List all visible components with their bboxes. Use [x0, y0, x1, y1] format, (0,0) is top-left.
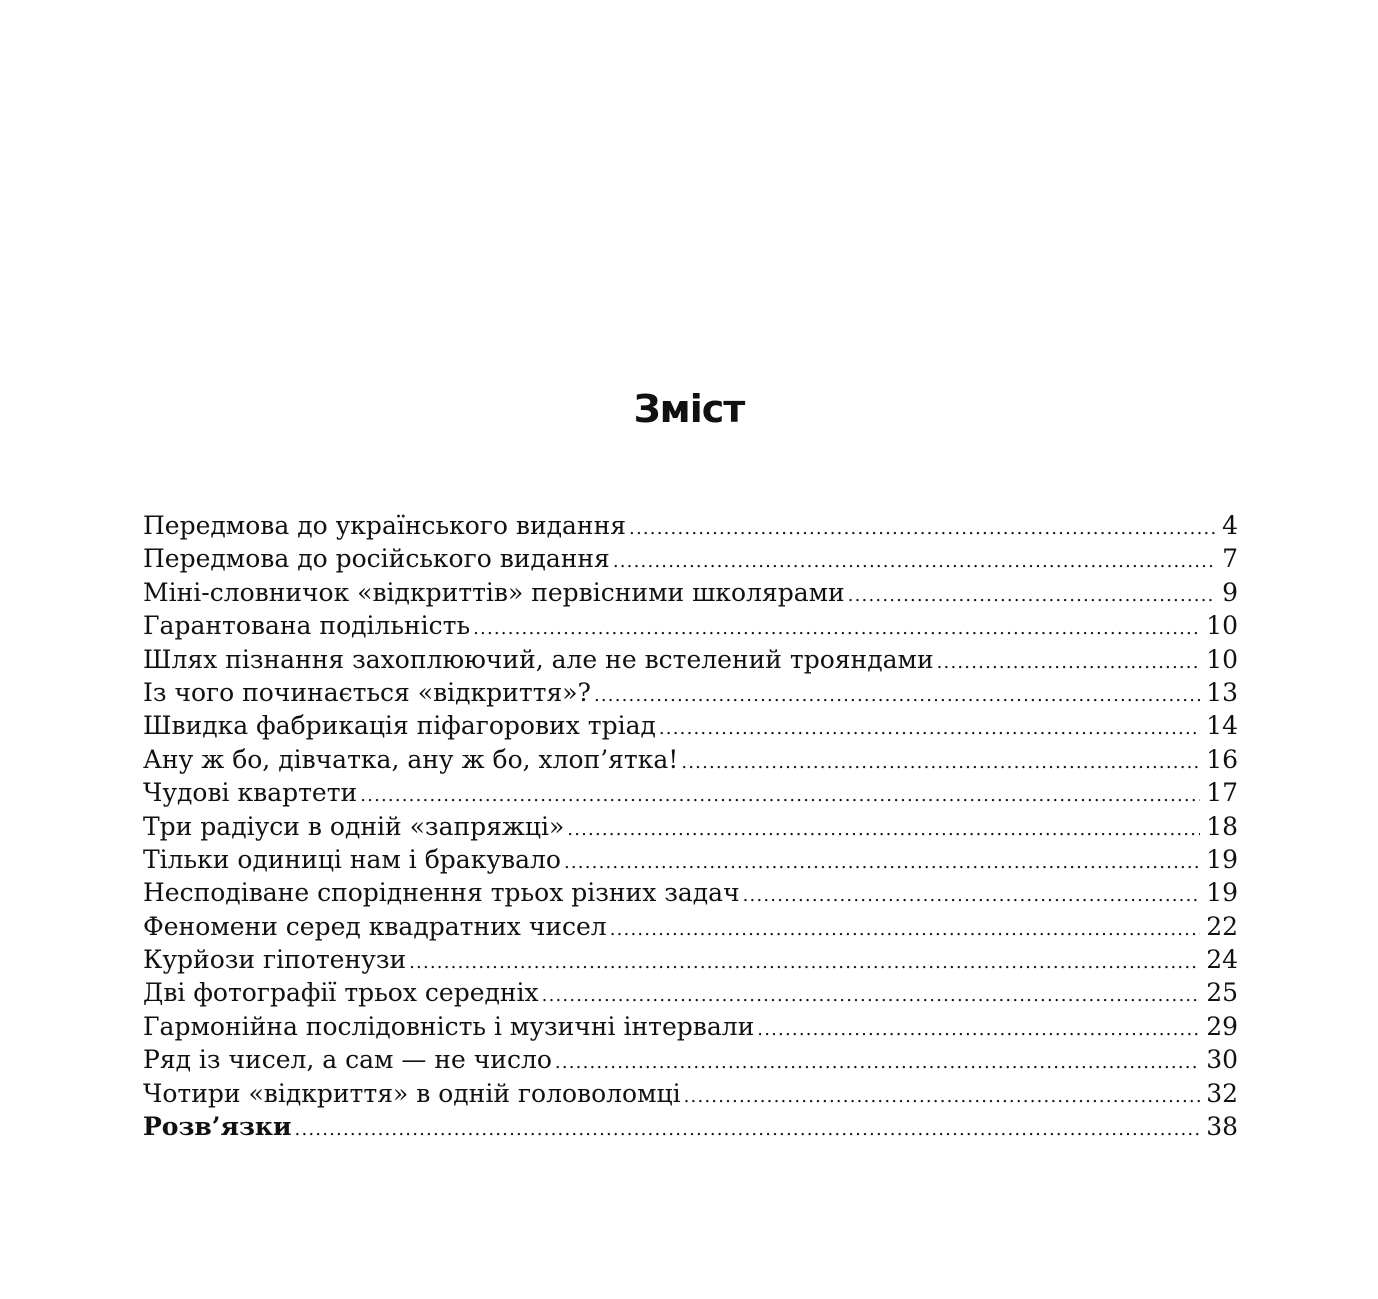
toc-entry[interactable]	[143, 576, 1238, 609]
toc-entry-page: 13	[1206, 677, 1238, 707]
toc-entry-page: 29	[1206, 1011, 1238, 1041]
toc-entry[interactable]	[143, 1010, 1238, 1043]
toc-entry[interactable]	[143, 810, 1238, 843]
toc-entry-title: Шлях пізнання захоплюючий, але не встелений трояндами	[143, 644, 934, 674]
toc-entry-page: 38	[1206, 1112, 1238, 1142]
toc-entry-title: Тільки одиниці нам і бракувало	[143, 844, 561, 874]
dot-leader	[473, 612, 1200, 645]
toc-entry-page: 19	[1206, 844, 1238, 874]
toc-entry-title: Феномени серед квадратних чисел	[143, 911, 607, 941]
dot-leader	[409, 946, 1200, 979]
toc-entry-page: 19	[1206, 878, 1238, 908]
toc-entry[interactable]	[143, 609, 1238, 642]
toc-entry-page: 7	[1222, 544, 1238, 574]
toc-entry-title: Передмова до російського видання	[143, 544, 610, 574]
toc-entry[interactable]	[143, 976, 1238, 1009]
toc-entry-title: Ану ж бо, дівчатка, ану ж бо, хлоп’ятка!	[143, 744, 679, 774]
dot-leader	[555, 1046, 1200, 1079]
dot-leader	[629, 512, 1216, 545]
toc-entry[interactable]	[143, 743, 1238, 776]
toc-entry-title: Чотири «відкриття» в одній головоломці	[143, 1078, 681, 1108]
toc-entry-page: 18	[1206, 811, 1238, 841]
toc-entry[interactable]	[143, 776, 1238, 809]
dot-leader	[684, 1080, 1201, 1113]
dot-leader	[542, 979, 1201, 1012]
dot-leader	[659, 712, 1200, 745]
toc-entry[interactable]	[143, 1077, 1238, 1110]
dot-leader	[610, 913, 1201, 946]
toc-entry-page: 22	[1206, 911, 1238, 941]
toc-entry-page: 10	[1206, 611, 1238, 641]
toc-entry-solutions[interactable]	[143, 1110, 1238, 1143]
toc-entry-title: Три радіуси в одній «запряжці»	[143, 811, 565, 841]
toc-entry[interactable]	[143, 943, 1238, 976]
toc-entry-title: Розв’язки	[143, 1112, 292, 1142]
toc-entry-title: Ряд із чисел, а сам — не число	[143, 1045, 552, 1075]
toc-entry-title: Несподіване споріднення трьох різних задач	[143, 878, 740, 908]
toc-entry[interactable]	[143, 910, 1238, 943]
toc-entry-page: 4	[1222, 511, 1238, 540]
dot-leader	[613, 545, 1216, 578]
dot-leader	[757, 1013, 1200, 1046]
toc-entry-title: Курйози гіпотенузи	[143, 945, 407, 975]
toc-entry-title: Гарантована подільність	[143, 611, 471, 641]
toc-entry-title: Швидка фабрикація піфагорових тріад	[143, 711, 656, 741]
dot-leader	[295, 1113, 1201, 1146]
toc-entry[interactable]	[143, 843, 1238, 876]
dot-leader	[937, 646, 1201, 679]
toc-entry[interactable]	[143, 709, 1238, 742]
toc-entry-title: Гармонійна послідовність і музичні інтервали	[143, 1011, 755, 1041]
toc-entry-page: 14	[1206, 711, 1238, 741]
dot-leader	[564, 846, 1200, 879]
dot-leader	[594, 679, 1200, 712]
toc-entry-page: 16	[1206, 744, 1238, 774]
toc-entry[interactable]	[143, 1043, 1238, 1076]
toc-entry-page: 17	[1206, 778, 1238, 808]
toc-entry-title: Чудові квартети	[143, 778, 358, 808]
toc-entry[interactable]	[143, 876, 1238, 909]
toc-entry-title: Передмова до українського видання	[143, 511, 627, 540]
dot-leader	[743, 879, 1201, 912]
toc-entry-page: 10	[1206, 644, 1238, 674]
toc-entry-title: Міні-словничок «відкриттів» первісними школярами	[143, 577, 845, 607]
toc-entry[interactable]	[143, 542, 1238, 575]
toc-entry-page: 30	[1206, 1045, 1238, 1075]
toc-entry-title: Із чого починається «відкриття»?	[143, 677, 591, 707]
toc-entry-page: 24	[1206, 945, 1238, 975]
toc-entry-page: 25	[1206, 978, 1238, 1008]
toc-entry-page: 32	[1206, 1078, 1238, 1108]
toc-entry[interactable]	[143, 509, 1238, 542]
table-of-contents	[143, 509, 1238, 1143]
dot-leader	[567, 813, 1200, 846]
toc-entry-page: 9	[1222, 577, 1238, 607]
toc-entry[interactable]	[143, 676, 1238, 709]
page-title: Зміст	[633, 387, 745, 431]
toc-entry-title: Дві фотографії трьох середніх	[143, 978, 539, 1008]
dot-leader	[681, 746, 1200, 779]
dot-leader	[848, 579, 1216, 612]
dot-leader	[360, 779, 1200, 812]
toc-entry[interactable]	[143, 643, 1238, 676]
